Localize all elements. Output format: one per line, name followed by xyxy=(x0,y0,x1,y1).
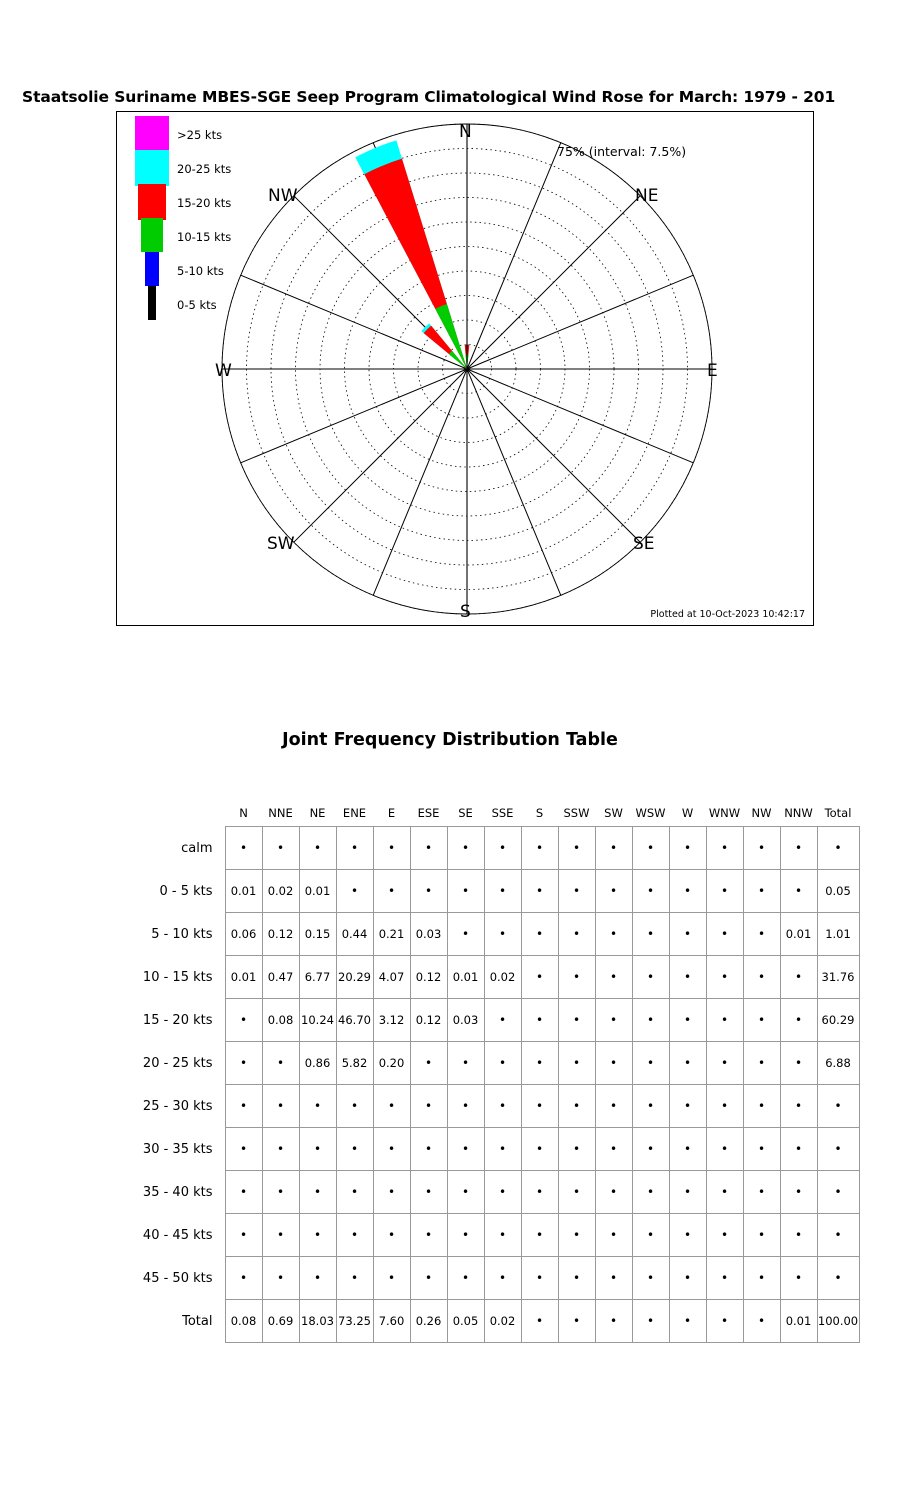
cell-40-45kts-NNE: • xyxy=(262,1214,299,1257)
cell-40-45kts-WNW: • xyxy=(706,1214,743,1257)
cell-20-25kts-SSE: • xyxy=(484,1042,521,1085)
cell-0-5kts-Total: 0.05 xyxy=(817,870,859,913)
cell-35-40kts-NW: • xyxy=(743,1171,780,1214)
cell-35-40kts-WNW: • xyxy=(706,1171,743,1214)
row-label: calm xyxy=(181,840,213,856)
table-row xyxy=(115,1085,859,1128)
speed-legend xyxy=(125,118,275,328)
joint-frequency-table xyxy=(115,800,860,1343)
cell-15-20kts-NW: • xyxy=(743,999,780,1042)
cell-calm-SW: • xyxy=(595,827,632,870)
cell-45-50kts-E: • xyxy=(373,1257,410,1300)
cell-25-30kts-SSE: • xyxy=(484,1085,521,1128)
cell-25-30kts-NNE: • xyxy=(262,1085,299,1128)
cell-40-45kts-ESE: • xyxy=(410,1214,447,1257)
cell-0-5kts-SSE: • xyxy=(484,870,521,913)
cell-5-10kts-SSW: • xyxy=(558,913,595,956)
legend-swatch-15-20 xyxy=(138,184,166,220)
cell-10-15kts-SW: • xyxy=(595,956,632,999)
page-title: Staatsolie Suriname MBES-SGE Seep Program Climatological Wind Rose for March: 1979 - 201 xyxy=(22,88,836,106)
cell-5-10kts-NE: 0.15 xyxy=(299,913,336,956)
table-title: Joint Frequency Distribution Table xyxy=(282,730,618,750)
cell-45-50kts-Total: • xyxy=(817,1257,859,1300)
cell-35-40kts-SE: • xyxy=(447,1171,484,1214)
cell-45-50kts-NE: • xyxy=(299,1257,336,1300)
cell-25-30kts-SW: • xyxy=(595,1085,632,1128)
cell-30-35kts-WSW: • xyxy=(632,1128,669,1171)
cell-10-15kts-SSW: • xyxy=(558,956,595,999)
cell-30-35kts-SSE: • xyxy=(484,1128,521,1171)
cell-35-40kts-NE: • xyxy=(299,1171,336,1214)
cell-30-35kts-N: • xyxy=(225,1128,262,1171)
cell-calm-NW: • xyxy=(743,827,780,870)
cell-45-50kts-ESE: • xyxy=(410,1257,447,1300)
cell-calm-NNE: • xyxy=(262,827,299,870)
cell-5-10kts-WNW: • xyxy=(706,913,743,956)
cell-5-10kts-ENE: 0.44 xyxy=(336,913,373,956)
column-header-sse: SSE xyxy=(491,806,514,820)
cell-0-5kts-ESE: • xyxy=(410,870,447,913)
cell-35-40kts-N: • xyxy=(225,1171,262,1214)
cell-25-30kts-NW: • xyxy=(743,1085,780,1128)
cell-calm-Total: • xyxy=(817,827,859,870)
cell-15-20kts-S: • xyxy=(521,999,558,1042)
legend-label-20-25: 20-25 kts xyxy=(177,162,232,176)
cell-30-35kts-NE: • xyxy=(299,1128,336,1171)
cell-0-5kts-NNW: • xyxy=(780,870,817,913)
cell-45-50kts-WSW: • xyxy=(632,1257,669,1300)
cell-20-25kts-E: 0.20 xyxy=(373,1042,410,1085)
cell-10-15kts-NW: • xyxy=(743,956,780,999)
cell-calm-ESE: • xyxy=(410,827,447,870)
cell-35-40kts-SSW: • xyxy=(558,1171,595,1214)
cell-15-20kts-ENE: 46.70 xyxy=(336,999,373,1042)
cell-5-10kts-NNW: 0.01 xyxy=(780,913,817,956)
legend-label-0-5: 0-5 kts xyxy=(177,298,217,312)
row-label: 30 - 35 kts xyxy=(142,1141,213,1157)
cell-5-10kts-S: • xyxy=(521,913,558,956)
cell-calm-SSW: • xyxy=(558,827,595,870)
cell-20-25kts-NNW: • xyxy=(780,1042,817,1085)
cell-20-25kts-ESE: • xyxy=(410,1042,447,1085)
cell-45-50kts-SSW: • xyxy=(558,1257,595,1300)
cell-10-15kts-E: 4.07 xyxy=(373,956,410,999)
compass-label-ne: NE xyxy=(635,186,659,206)
column-header-ene: ENE xyxy=(342,806,367,820)
cell-Total-NE: 18.03 xyxy=(299,1300,336,1343)
cell-35-40kts-W: • xyxy=(669,1171,706,1214)
row-label: 35 - 40 kts xyxy=(142,1184,213,1200)
cell-25-30kts-ENE: • xyxy=(336,1085,373,1128)
cell-Total-SE: 0.05 xyxy=(447,1300,484,1343)
cell-45-50kts-SW: • xyxy=(595,1257,632,1300)
cell-20-25kts-WSW: • xyxy=(632,1042,669,1085)
cell-25-30kts-WSW: • xyxy=(632,1085,669,1128)
cell-40-45kts-E: • xyxy=(373,1214,410,1257)
row-label: 40 - 45 kts xyxy=(142,1227,213,1243)
cell-15-20kts-SSW: • xyxy=(558,999,595,1042)
cell-10-15kts-W: • xyxy=(669,956,706,999)
cell-0-5kts-NE: 0.01 xyxy=(299,870,336,913)
table-row xyxy=(115,1128,859,1171)
cell-30-35kts-ESE: • xyxy=(410,1128,447,1171)
cell-20-25kts-SSW: • xyxy=(558,1042,595,1085)
cell-15-20kts-Total: 60.29 xyxy=(817,999,859,1042)
cell-5-10kts-SW: • xyxy=(595,913,632,956)
cell-30-35kts-E: • xyxy=(373,1128,410,1171)
row-label: 20 - 25 kts xyxy=(142,1055,213,1071)
table-row xyxy=(115,1257,859,1300)
column-header-s: S xyxy=(535,806,544,820)
cell-Total-ENE: 73.25 xyxy=(336,1300,373,1343)
cell-20-25kts-NW: • xyxy=(743,1042,780,1085)
cell-15-20kts-WNW: • xyxy=(706,999,743,1042)
cell-30-35kts-W: • xyxy=(669,1128,706,1171)
cell-45-50kts-NNW: • xyxy=(780,1257,817,1300)
legend-label-10-15: 10-15 kts xyxy=(177,230,232,244)
column-header-nnw: NNW xyxy=(784,806,813,820)
cell-10-15kts-N: 0.01 xyxy=(225,956,262,999)
table-row xyxy=(115,1214,859,1257)
legend-label-5-10: 5-10 kts xyxy=(177,264,224,278)
table-row xyxy=(115,870,859,913)
row-label: Total xyxy=(182,1313,213,1329)
row-label: 10 - 15 kts xyxy=(142,969,213,985)
table-header-row xyxy=(115,800,859,827)
cell-0-5kts-WNW: • xyxy=(706,870,743,913)
cell-40-45kts-SSW: • xyxy=(558,1214,595,1257)
legend-item-0 xyxy=(125,118,275,152)
cell-calm-SSE: • xyxy=(484,827,521,870)
cell-5-10kts-SE: • xyxy=(447,913,484,956)
cell-0-5kts-E: • xyxy=(373,870,410,913)
row-label: 5 - 10 kts xyxy=(151,926,213,942)
legend-swatch-gt25 xyxy=(135,116,169,152)
cell-30-35kts-S: • xyxy=(521,1128,558,1171)
cell-30-35kts-NNE: • xyxy=(262,1128,299,1171)
cell-0-5kts-SW: • xyxy=(595,870,632,913)
cell-40-45kts-NNW: • xyxy=(780,1214,817,1257)
cell-5-10kts-WSW: • xyxy=(632,913,669,956)
column-header-e: E xyxy=(387,806,396,820)
cell-20-25kts-N: • xyxy=(225,1042,262,1085)
column-header-wnw: WNW xyxy=(708,806,741,820)
cell-35-40kts-ESE: • xyxy=(410,1171,447,1214)
cell-calm-E: • xyxy=(373,827,410,870)
legend-swatch-0-5 xyxy=(148,286,156,320)
cell-25-30kts-WNW: • xyxy=(706,1085,743,1128)
cell-35-40kts-Total: • xyxy=(817,1171,859,1214)
cell-Total-SSW: • xyxy=(558,1300,595,1343)
cell-45-50kts-N: • xyxy=(225,1257,262,1300)
cell-calm-W: • xyxy=(669,827,706,870)
cell-0-5kts-SSW: • xyxy=(558,870,595,913)
cell-35-40kts-NNW: • xyxy=(780,1171,817,1214)
cell-15-20kts-NE: 10.24 xyxy=(299,999,336,1042)
cell-20-25kts-W: • xyxy=(669,1042,706,1085)
cell-5-10kts-E: 0.21 xyxy=(373,913,410,956)
cell-0-5kts-ENE: • xyxy=(336,870,373,913)
cell-10-15kts-ESE: 0.12 xyxy=(410,956,447,999)
table-row xyxy=(115,1171,859,1214)
cell-15-20kts-N: • xyxy=(225,999,262,1042)
legend-swatch-20-25 xyxy=(135,150,169,186)
column-header-n: N xyxy=(239,806,248,820)
cell-35-40kts-SW: • xyxy=(595,1171,632,1214)
row-label: 0 - 5 kts xyxy=(159,883,213,899)
joint-frequency-table-wrap xyxy=(115,800,859,1343)
cell-Total-ESE: 0.26 xyxy=(410,1300,447,1343)
cell-10-15kts-NNE: 0.47 xyxy=(262,956,299,999)
cell-20-25kts-NNE: • xyxy=(262,1042,299,1085)
cell-25-30kts-SE: • xyxy=(447,1085,484,1128)
cell-20-25kts-Total: 6.88 xyxy=(817,1042,859,1085)
table-row xyxy=(115,827,859,870)
cell-calm-SE: • xyxy=(447,827,484,870)
compass-label-nw: NW xyxy=(268,186,298,206)
legend-item-1 xyxy=(125,152,275,186)
cell-25-30kts-N: • xyxy=(225,1085,262,1128)
column-header-total: Total xyxy=(824,806,852,820)
cell-10-15kts-NE: 6.77 xyxy=(299,956,336,999)
cell-5-10kts-NW: • xyxy=(743,913,780,956)
cell-0-5kts-SE: • xyxy=(447,870,484,913)
cell-20-25kts-S: • xyxy=(521,1042,558,1085)
row-label: 25 - 30 kts xyxy=(142,1098,213,1114)
compass-label-w: W xyxy=(215,361,232,381)
cell-30-35kts-NW: • xyxy=(743,1128,780,1171)
table-row xyxy=(115,913,859,956)
cell-15-20kts-SW: • xyxy=(595,999,632,1042)
column-header-nw: NW xyxy=(751,806,772,820)
radial-interval-note: 75% (interval: 7.5%) xyxy=(557,144,687,159)
cell-10-15kts-SE: 0.01 xyxy=(447,956,484,999)
cell-30-35kts-SE: • xyxy=(447,1128,484,1171)
legend-label-15-20: 15-20 kts xyxy=(177,196,232,210)
cell-40-45kts-SSE: • xyxy=(484,1214,521,1257)
cell-30-35kts-SW: • xyxy=(595,1128,632,1171)
row-label: 15 - 20 kts xyxy=(142,1012,213,1028)
cell-Total-NW: • xyxy=(743,1300,780,1343)
cell-40-45kts-Total: • xyxy=(817,1214,859,1257)
cell-45-50kts-S: • xyxy=(521,1257,558,1300)
column-header-wsw: WSW xyxy=(635,806,666,820)
cell-40-45kts-W: • xyxy=(669,1214,706,1257)
cell-0-5kts-W: • xyxy=(669,870,706,913)
cell-40-45kts-WSW: • xyxy=(632,1214,669,1257)
cell-45-50kts-W: • xyxy=(669,1257,706,1300)
cell-45-50kts-NNE: • xyxy=(262,1257,299,1300)
table-row xyxy=(115,956,859,999)
cell-35-40kts-S: • xyxy=(521,1171,558,1214)
column-header-nne: NNE xyxy=(268,806,293,820)
cell-10-15kts-SSE: 0.02 xyxy=(484,956,521,999)
cell-25-30kts-W: • xyxy=(669,1085,706,1128)
cell-15-20kts-WSW: • xyxy=(632,999,669,1042)
column-header-sw: SW xyxy=(604,806,623,820)
cell-20-25kts-NE: 0.86 xyxy=(299,1042,336,1085)
cell-calm-NE: • xyxy=(299,827,336,870)
legend-swatch-5-10 xyxy=(145,252,159,286)
compass-label-se: SE xyxy=(633,534,655,554)
cell-5-10kts-Total: 1.01 xyxy=(817,913,859,956)
plot-timestamp: Plotted at 10-Oct-2023 10:42:17 xyxy=(650,609,805,620)
header-corner xyxy=(115,800,225,827)
cell-Total-SW: • xyxy=(595,1300,632,1343)
cell-30-35kts-SSW: • xyxy=(558,1128,595,1171)
column-header-w: W xyxy=(681,806,694,820)
cell-calm-WSW: • xyxy=(632,827,669,870)
cell-40-45kts-S: • xyxy=(521,1214,558,1257)
cell-0-5kts-N: 0.01 xyxy=(225,870,262,913)
cell-20-25kts-SE: • xyxy=(447,1042,484,1085)
cell-40-45kts-ENE: • xyxy=(336,1214,373,1257)
cell-Total-SSE: 0.02 xyxy=(484,1300,521,1343)
table-row xyxy=(115,1042,859,1085)
cell-5-10kts-N: 0.06 xyxy=(225,913,262,956)
cell-20-25kts-SW: • xyxy=(595,1042,632,1085)
cell-45-50kts-NW: • xyxy=(743,1257,780,1300)
cell-15-20kts-E: 3.12 xyxy=(373,999,410,1042)
cell-20-25kts-ENE: 5.82 xyxy=(336,1042,373,1085)
cell-25-30kts-E: • xyxy=(373,1085,410,1128)
cell-25-30kts-NNW: • xyxy=(780,1085,817,1128)
table-row xyxy=(115,999,859,1042)
cell-30-35kts-WNW: • xyxy=(706,1128,743,1171)
cell-5-10kts-W: • xyxy=(669,913,706,956)
cell-5-10kts-NNE: 0.12 xyxy=(262,913,299,956)
cell-15-20kts-W: • xyxy=(669,999,706,1042)
cell-Total-WSW: • xyxy=(632,1300,669,1343)
cell-calm-N: • xyxy=(225,827,262,870)
cell-5-10kts-ESE: 0.03 xyxy=(410,913,447,956)
cell-40-45kts-SE: • xyxy=(447,1214,484,1257)
cell-Total-N: 0.08 xyxy=(225,1300,262,1343)
compass-label-n: N xyxy=(459,122,472,142)
cell-25-30kts-S: • xyxy=(521,1085,558,1128)
cell-45-50kts-SSE: • xyxy=(484,1257,521,1300)
cell-Total-S: • xyxy=(521,1300,558,1343)
wind-rose-panel xyxy=(116,111,814,626)
cell-15-20kts-NNE: 0.08 xyxy=(262,999,299,1042)
legend-item-2 xyxy=(125,186,275,220)
cell-40-45kts-NW: • xyxy=(743,1214,780,1257)
cell-10-15kts-NNW: • xyxy=(780,956,817,999)
cell-35-40kts-NNE: • xyxy=(262,1171,299,1214)
cell-0-5kts-WSW: • xyxy=(632,870,669,913)
cell-20-25kts-WNW: • xyxy=(706,1042,743,1085)
cell-10-15kts-S: • xyxy=(521,956,558,999)
cell-15-20kts-SSE: • xyxy=(484,999,521,1042)
cell-10-15kts-WSW: • xyxy=(632,956,669,999)
legend-label-gt25: >25 kts xyxy=(177,128,223,142)
cell-40-45kts-NE: • xyxy=(299,1214,336,1257)
cell-30-35kts-Total: • xyxy=(817,1128,859,1171)
compass-label-s: S xyxy=(460,602,471,622)
cell-25-30kts-SSW: • xyxy=(558,1085,595,1128)
cell-35-40kts-E: • xyxy=(373,1171,410,1214)
legend-swatch-10-15 xyxy=(141,218,163,252)
cell-Total-E: 7.60 xyxy=(373,1300,410,1343)
petal-ene xyxy=(355,139,488,377)
cell-calm-S: • xyxy=(521,827,558,870)
cell-15-20kts-SE: 0.03 xyxy=(447,999,484,1042)
cell-10-15kts-ENE: 20.29 xyxy=(336,956,373,999)
legend-item-4 xyxy=(125,254,275,288)
cell-Total-NNW: 0.01 xyxy=(780,1300,817,1343)
cell-0-5kts-S: • xyxy=(521,870,558,913)
cell-45-50kts-ENE: • xyxy=(336,1257,373,1300)
cell-25-30kts-Total: • xyxy=(817,1085,859,1128)
compass-label-sw: SW xyxy=(267,534,295,554)
column-header-ese: ESE xyxy=(417,806,440,820)
legend-item-3 xyxy=(125,220,275,254)
cell-Total-NNE: 0.69 xyxy=(262,1300,299,1343)
cell-15-20kts-ESE: 0.12 xyxy=(410,999,447,1042)
cell-45-50kts-SE: • xyxy=(447,1257,484,1300)
cell-5-10kts-SSE: • xyxy=(484,913,521,956)
table-body xyxy=(115,827,859,1343)
row-label: 45 - 50 kts xyxy=(142,1270,213,1286)
cell-25-30kts-ESE: • xyxy=(410,1085,447,1128)
cell-40-45kts-N: • xyxy=(225,1214,262,1257)
cell-calm-WNW: • xyxy=(706,827,743,870)
cell-Total-W: • xyxy=(669,1300,706,1343)
cell-25-30kts-NE: • xyxy=(299,1085,336,1128)
column-header-ssw: SSW xyxy=(563,806,590,820)
cell-0-5kts-NNE: 0.02 xyxy=(262,870,299,913)
cell-35-40kts-ENE: • xyxy=(336,1171,373,1214)
cell-40-45kts-SW: • xyxy=(595,1214,632,1257)
table-row xyxy=(115,1300,859,1343)
cell-Total-WNW: • xyxy=(706,1300,743,1343)
cell-35-40kts-SSE: • xyxy=(484,1171,521,1214)
compass-label-e: E xyxy=(707,361,718,381)
cell-10-15kts-Total: 31.76 xyxy=(817,956,859,999)
legend-item-5 xyxy=(125,288,275,322)
cell-Total-Total: 100.00 xyxy=(817,1300,859,1343)
cell-calm-ENE: • xyxy=(336,827,373,870)
cell-0-5kts-NW: • xyxy=(743,870,780,913)
cell-35-40kts-WSW: • xyxy=(632,1171,669,1214)
cell-45-50kts-WNW: • xyxy=(706,1257,743,1300)
column-header-se: SE xyxy=(458,806,473,820)
cell-calm-NNW: • xyxy=(780,827,817,870)
column-header-ne: NE xyxy=(309,806,326,820)
cell-30-35kts-ENE: • xyxy=(336,1128,373,1171)
cell-10-15kts-WNW: • xyxy=(706,956,743,999)
cell-15-20kts-NNW: • xyxy=(780,999,817,1042)
cell-30-35kts-NNW: • xyxy=(780,1128,817,1171)
petal-ne xyxy=(421,323,471,373)
